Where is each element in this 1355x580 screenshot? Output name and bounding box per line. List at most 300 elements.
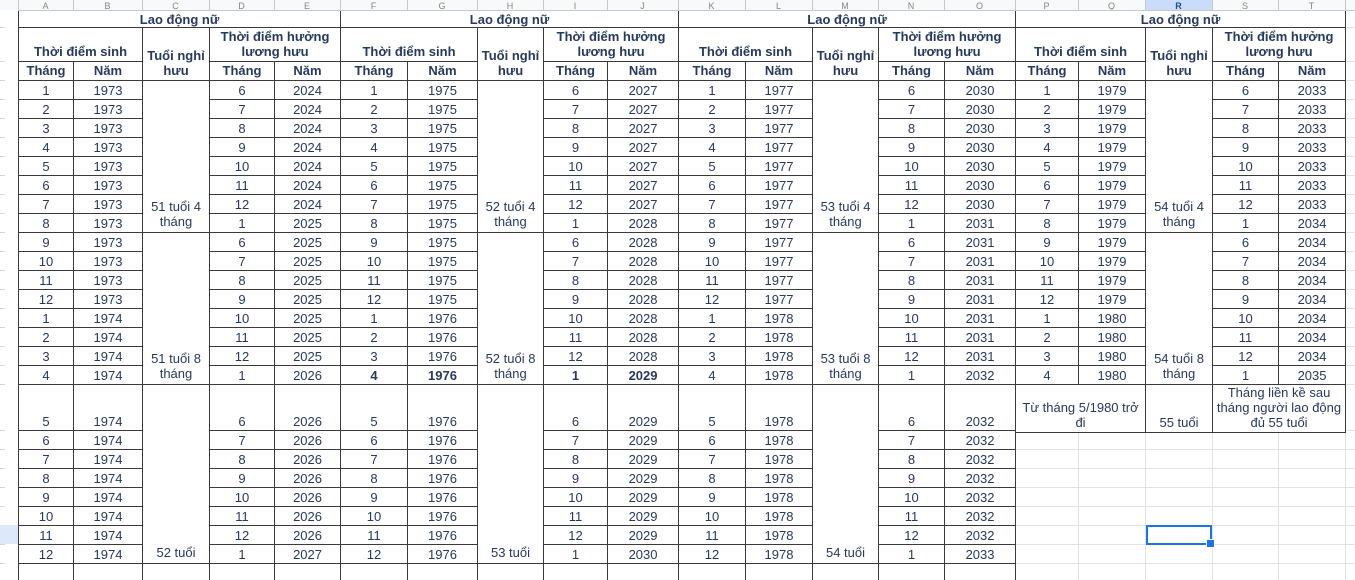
pension-month-cell[interactable]: 9 xyxy=(210,469,275,488)
pension-month-cell[interactable]: 12 xyxy=(879,195,945,214)
column-letter[interactable]: D xyxy=(238,1,245,11)
pension-year-cell[interactable]: 2033 xyxy=(1279,119,1346,138)
birth-month-cell[interactable]: 8 xyxy=(19,214,74,233)
birth-year-cell[interactable]: 1980 xyxy=(1079,347,1146,366)
birth-year-cell[interactable]: 1978 xyxy=(746,526,813,545)
pension-year-cell[interactable]: 2028 xyxy=(608,347,679,366)
birth-month-cell[interactable]: 1 xyxy=(679,309,746,328)
pension-year-cell[interactable]: 2025 xyxy=(275,271,341,290)
pension-year-cell[interactable]: 2026 xyxy=(275,366,341,385)
birth-year-cell[interactable]: 1978 xyxy=(746,366,813,385)
birth-month-cell[interactable]: 12 xyxy=(19,290,74,309)
birth-year-cell[interactable]: 1976 xyxy=(408,309,478,328)
group-title[interactable]: Lao động nữ xyxy=(679,11,1016,28)
birth-year-cell[interactable]: 1977 xyxy=(746,176,813,195)
birth-month-cell[interactable]: 11 xyxy=(679,526,746,545)
birth-year-cell[interactable]: 1978 xyxy=(746,328,813,347)
pension-year-cell[interactable]: 2032 xyxy=(945,431,1016,450)
empty-cell[interactable] xyxy=(813,564,879,580)
birth-year-header[interactable]: Năm xyxy=(408,62,478,81)
birth-year-cell[interactable]: 1975 xyxy=(408,119,478,138)
pension-month-cell[interactable]: 1 xyxy=(544,366,608,385)
pension-year-cell[interactable]: 2029 xyxy=(608,431,679,450)
column-letter[interactable]: N xyxy=(907,1,915,11)
birth-year-cell[interactable]: 1973 xyxy=(74,214,143,233)
birth-year-cell[interactable]: 1973 xyxy=(74,233,143,252)
pension-month-cell[interactable]: 8 xyxy=(544,271,608,290)
pension-month-cell[interactable]: 8 xyxy=(1213,119,1279,138)
birth-month-cell[interactable]: 10 xyxy=(679,507,746,526)
column-letter[interactable]: B xyxy=(104,1,111,11)
birth-month-cell[interactable]: 9 xyxy=(19,233,74,252)
pension-month-cell[interactable]: 7 xyxy=(1213,252,1279,271)
pension-year-cell[interactable]: 2024 xyxy=(275,138,341,157)
pension-month-cell[interactable]: 12 xyxy=(879,526,945,545)
pension-month-cell[interactable]: 6 xyxy=(879,385,945,431)
birth-month-cell[interactable]: 12 xyxy=(679,290,746,309)
birth-month-cell[interactable]: 5 xyxy=(1016,157,1079,176)
pension-month-header[interactable]: Tháng xyxy=(544,62,608,81)
birth-year-cell[interactable]: 1977 xyxy=(746,233,813,252)
pension-month-cell[interactable]: 12 xyxy=(210,195,275,214)
empty-cell[interactable] xyxy=(679,564,746,580)
column-letter[interactable]: G xyxy=(438,1,446,11)
birth-year-cell[interactable]: 1977 xyxy=(746,157,813,176)
pension-month-cell[interactable]: 1 xyxy=(879,545,945,564)
pension-year-cell[interactable]: 2025 xyxy=(275,347,341,366)
pension-month-cell[interactable]: 10 xyxy=(210,157,275,176)
birth-year-cell[interactable]: 1974 xyxy=(74,450,143,469)
birth-year-cell[interactable]: 1974 xyxy=(74,545,143,564)
pension-month-cell[interactable]: 1 xyxy=(879,214,945,233)
pension-month-cell[interactable]: 10 xyxy=(879,488,945,507)
birth-year-cell[interactable]: 1979 xyxy=(1079,233,1146,252)
birth-month-cell[interactable]: 1 xyxy=(19,81,74,100)
birth-month-cell[interactable]: 2 xyxy=(341,328,408,347)
pension-year-cell[interactable]: 2024 xyxy=(275,119,341,138)
birth-month-cell[interactable]: 5 xyxy=(341,157,408,176)
birth-year-cell[interactable]: 1977 xyxy=(746,81,813,100)
pension-month-cell[interactable]: 11 xyxy=(1213,176,1279,195)
pension-year-cell[interactable]: 2030 xyxy=(608,545,679,564)
pension-year-cell[interactable]: 2030 xyxy=(945,176,1016,195)
retirement-age-header[interactable]: Tuổi nghỉ hưu xyxy=(478,28,544,81)
pension-month-cell[interactable]: 10 xyxy=(879,157,945,176)
birth-month-cell[interactable]: 3 xyxy=(341,347,408,366)
column-letter[interactable]: H xyxy=(506,1,514,11)
pension-month-cell[interactable]: 10 xyxy=(210,309,275,328)
birth-year-header[interactable]: Năm xyxy=(74,62,143,81)
birth-year-cell[interactable]: 1976 xyxy=(408,526,478,545)
column-letter[interactable]: E xyxy=(303,1,310,11)
birth-year-cell[interactable]: 1974 xyxy=(74,469,143,488)
empty-cell[interactable] xyxy=(408,564,478,580)
pension-year-cell[interactable]: 2029 xyxy=(608,450,679,469)
birth-year-cell[interactable]: 1976 xyxy=(408,385,478,431)
birth-year-cell[interactable]: 1975 xyxy=(408,233,478,252)
birth-month-cell[interactable]: 3 xyxy=(19,119,74,138)
pension-year-cell[interactable]: 2029 xyxy=(608,507,679,526)
pension-month-cell[interactable]: 9 xyxy=(1213,138,1279,157)
column-letter[interactable]: L xyxy=(775,1,781,11)
column-header-strip[interactable] xyxy=(0,0,1355,11)
pension-year-cell[interactable]: 2030 xyxy=(945,81,1016,100)
pension-month-cell[interactable]: 1 xyxy=(544,214,608,233)
birth-month-cell[interactable]: 3 xyxy=(679,347,746,366)
pension-month-cell[interactable]: 6 xyxy=(544,233,608,252)
pension-year-cell[interactable]: 2030 xyxy=(945,195,1016,214)
birth-year-cell[interactable]: 1978 xyxy=(746,431,813,450)
pension-month-cell[interactable]: 11 xyxy=(210,176,275,195)
column-letter[interactable]: P xyxy=(1043,1,1050,11)
pension-header[interactable]: Thời điểm hưởng lương hưu xyxy=(210,28,341,62)
empty-cell[interactable] xyxy=(544,564,608,580)
empty-cell[interactable] xyxy=(341,564,408,580)
pension-month-cell[interactable]: 7 xyxy=(210,431,275,450)
pension-month-cell[interactable]: 11 xyxy=(879,328,945,347)
pension-month-cell[interactable]: 12 xyxy=(544,526,608,545)
column-letter[interactable]: F xyxy=(370,1,377,11)
birth-month-cell[interactable]: 6 xyxy=(19,431,74,450)
birth-month-cell[interactable]: 12 xyxy=(679,545,746,564)
pension-month-cell[interactable]: 12 xyxy=(544,347,608,366)
pension-year-cell[interactable]: 2031 xyxy=(945,309,1016,328)
birth-year-cell[interactable]: 1974 xyxy=(74,526,143,545)
birth-month-cell[interactable]: 11 xyxy=(19,526,74,545)
pension-month-cell[interactable]: 6 xyxy=(210,81,275,100)
birth-month-cell[interactable]: 6 xyxy=(341,431,408,450)
pension-year-cell[interactable]: 2031 xyxy=(945,290,1016,309)
pension-month-cell[interactable]: 11 xyxy=(544,507,608,526)
birth-month-cell[interactable]: 11 xyxy=(19,271,74,290)
group-title[interactable]: Lao động nữ xyxy=(19,11,341,28)
birth-month-cell[interactable]: 11 xyxy=(679,271,746,290)
pension-month-cell[interactable]: 1 xyxy=(210,366,275,385)
pension-year-cell[interactable]: 2029 xyxy=(608,366,679,385)
pension-year-cell[interactable]: 2033 xyxy=(1279,157,1346,176)
birth-month-cell[interactable]: 12 xyxy=(19,545,74,564)
birth-year-cell[interactable]: 1976 xyxy=(408,347,478,366)
special-birth-cell[interactable]: Từ tháng 5/1980 trở đi xyxy=(1016,385,1146,433)
retirement-age-cell[interactable]: 54 tuổi 4 tháng xyxy=(1146,81,1213,233)
birth-year-cell[interactable]: 1974 xyxy=(74,507,143,526)
birth-month-header[interactable]: Tháng xyxy=(341,62,408,81)
pension-year-cell[interactable]: 2033 xyxy=(1279,176,1346,195)
birth-year-cell[interactable]: 1974 xyxy=(74,385,143,431)
retirement-age-cell[interactable]: 52 tuổi 4 tháng xyxy=(478,81,544,233)
pension-month-cell[interactable]: 11 xyxy=(544,328,608,347)
birth-month-cell[interactable]: 8 xyxy=(679,469,746,488)
pension-year-cell[interactable]: 2026 xyxy=(275,469,341,488)
pension-year-cell[interactable]: 2031 xyxy=(945,347,1016,366)
pension-month-cell[interactable]: 8 xyxy=(879,450,945,469)
pension-month-cell[interactable]: 12 xyxy=(210,526,275,545)
pension-year-cell[interactable]: 2034 xyxy=(1279,309,1346,328)
birth-month-cell[interactable]: 1 xyxy=(341,81,408,100)
pension-month-cell[interactable]: 8 xyxy=(544,450,608,469)
birth-year-cell[interactable]: 1979 xyxy=(1079,81,1146,100)
birth-year-cell[interactable]: 1973 xyxy=(74,119,143,138)
pension-month-cell[interactable]: 7 xyxy=(879,100,945,119)
birth-year-cell[interactable]: 1973 xyxy=(74,290,143,309)
pension-year-cell[interactable]: 2034 xyxy=(1279,290,1346,309)
pension-year-cell[interactable]: 2025 xyxy=(275,252,341,271)
birth-month-cell[interactable]: 4 xyxy=(1016,366,1079,385)
birth-year-cell[interactable]: 1980 xyxy=(1079,309,1146,328)
retirement-age-cell[interactable]: 53 tuổi 8 tháng xyxy=(813,233,879,385)
retirement-age-cell[interactable]: 53 tuổi xyxy=(478,385,544,564)
birth-header[interactable]: Thời điểm sinh xyxy=(341,28,478,62)
empty-cell[interactable] xyxy=(945,564,1016,580)
pension-month-cell[interactable]: 10 xyxy=(1213,157,1279,176)
birth-month-cell[interactable]: 5 xyxy=(19,157,74,176)
birth-month-cell[interactable]: 2 xyxy=(1016,328,1079,347)
birth-year-cell[interactable]: 1976 xyxy=(408,507,478,526)
pension-year-cell[interactable]: 2029 xyxy=(608,469,679,488)
birth-month-cell[interactable]: 9 xyxy=(341,488,408,507)
pension-year-cell[interactable]: 2027 xyxy=(608,157,679,176)
pension-year-header[interactable]: Năm xyxy=(275,62,341,81)
empty-cell[interactable] xyxy=(210,564,275,580)
pension-month-cell[interactable]: 11 xyxy=(1213,328,1279,347)
pension-year-cell[interactable]: 2034 xyxy=(1279,233,1346,252)
birth-month-cell[interactable]: 12 xyxy=(1016,290,1079,309)
birth-month-cell[interactable]: 6 xyxy=(341,176,408,195)
retirement-age-cell[interactable]: 51 tuổi 4 tháng xyxy=(143,81,210,233)
pension-year-cell[interactable]: 2030 xyxy=(945,138,1016,157)
column-letter[interactable]: I xyxy=(573,1,577,11)
pension-year-cell[interactable]: 2028 xyxy=(608,252,679,271)
birth-month-cell[interactable]: 6 xyxy=(679,431,746,450)
pension-year-cell[interactable]: 2024 xyxy=(275,81,341,100)
column-letter[interactable]: C xyxy=(172,1,179,11)
birth-month-cell[interactable]: 4 xyxy=(341,138,408,157)
pension-year-cell[interactable]: 2030 xyxy=(945,100,1016,119)
birth-month-cell[interactable]: 8 xyxy=(341,214,408,233)
pension-year-cell[interactable]: 2033 xyxy=(1279,138,1346,157)
pension-month-cell[interactable]: 6 xyxy=(879,81,945,100)
pension-year-cell[interactable]: 2028 xyxy=(608,271,679,290)
birth-year-cell[interactable]: 1975 xyxy=(408,81,478,100)
group-title[interactable]: Lao động nữ xyxy=(341,11,679,28)
column-letter[interactable]: A xyxy=(42,1,49,11)
pension-month-cell[interactable]: 8 xyxy=(879,271,945,290)
birth-year-cell[interactable]: 1973 xyxy=(74,138,143,157)
birth-year-cell[interactable]: 1976 xyxy=(408,469,478,488)
birth-year-cell[interactable]: 1975 xyxy=(408,100,478,119)
pension-year-cell[interactable]: 2032 xyxy=(945,450,1016,469)
birth-month-cell[interactable]: 2 xyxy=(19,328,74,347)
birth-year-cell[interactable]: 1979 xyxy=(1079,290,1146,309)
birth-year-cell[interactable]: 1975 xyxy=(408,157,478,176)
birth-month-cell[interactable]: 3 xyxy=(1016,119,1079,138)
empty-cell[interactable] xyxy=(19,564,74,580)
empty-cell[interactable] xyxy=(143,564,210,580)
birth-month-cell[interactable]: 5 xyxy=(19,385,74,431)
pension-year-cell[interactable]: 2029 xyxy=(608,385,679,431)
pension-year-cell[interactable]: 2027 xyxy=(608,119,679,138)
birth-year-cell[interactable]: 1978 xyxy=(746,385,813,431)
birth-year-cell[interactable]: 1973 xyxy=(74,252,143,271)
column-letter[interactable]: O xyxy=(975,1,983,11)
pension-header[interactable]: Thời điểm hưởng lương hưu xyxy=(879,28,1016,62)
empty-cell[interactable] xyxy=(879,564,945,580)
pension-month-cell[interactable]: 12 xyxy=(879,347,945,366)
pension-year-cell[interactable]: 2025 xyxy=(275,290,341,309)
empty-cell[interactable] xyxy=(746,564,813,580)
pension-month-cell[interactable]: 12 xyxy=(1213,347,1279,366)
column-letter[interactable]: M xyxy=(841,1,849,11)
pension-year-cell[interactable]: 2029 xyxy=(608,526,679,545)
birth-month-cell[interactable]: 4 xyxy=(679,366,746,385)
birth-month-header[interactable]: Tháng xyxy=(679,62,746,81)
pension-year-cell[interactable]: 2026 xyxy=(275,431,341,450)
birth-month-cell[interactable]: 4 xyxy=(341,366,408,385)
pension-month-header[interactable]: Tháng xyxy=(1213,62,1279,81)
pension-header[interactable]: Thời điểm hưởng lương hưu xyxy=(1213,28,1346,62)
retirement-age-header[interactable]: Tuổi nghỉ hưu xyxy=(813,28,879,81)
birth-header[interactable]: Thời điểm sinh xyxy=(679,28,813,62)
pension-month-cell[interactable]: 9 xyxy=(544,290,608,309)
birth-month-cell[interactable]: 7 xyxy=(679,195,746,214)
birth-year-cell[interactable]: 1979 xyxy=(1079,138,1146,157)
birth-year-cell[interactable]: 1979 xyxy=(1079,119,1146,138)
pension-year-cell[interactable]: 2027 xyxy=(608,100,679,119)
birth-year-cell[interactable]: 1973 xyxy=(74,195,143,214)
birth-year-cell[interactable]: 1976 xyxy=(408,328,478,347)
column-letter[interactable]: Q xyxy=(1107,1,1115,11)
birth-month-cell[interactable]: 6 xyxy=(679,176,746,195)
birth-month-cell[interactable]: 7 xyxy=(679,450,746,469)
column-letter[interactable]: K xyxy=(708,1,715,11)
birth-year-cell[interactable]: 1975 xyxy=(408,214,478,233)
birth-month-cell[interactable]: 8 xyxy=(19,469,74,488)
birth-month-cell[interactable]: 4 xyxy=(1016,138,1079,157)
pension-year-cell[interactable]: 2024 xyxy=(275,100,341,119)
pension-year-cell[interactable]: 2027 xyxy=(608,81,679,100)
birth-year-cell[interactable]: 1979 xyxy=(1079,100,1146,119)
pension-year-cell[interactable]: 2027 xyxy=(608,138,679,157)
birth-year-cell[interactable]: 1973 xyxy=(74,157,143,176)
pension-month-cell[interactable]: 10 xyxy=(544,309,608,328)
pension-year-cell[interactable]: 2032 xyxy=(945,507,1016,526)
pension-month-cell[interactable]: 6 xyxy=(210,233,275,252)
retirement-age-cell[interactable]: 52 tuổi xyxy=(143,385,210,564)
pension-year-cell[interactable]: 2025 xyxy=(275,328,341,347)
pension-year-cell[interactable]: 2031 xyxy=(945,328,1016,347)
birth-month-cell[interactable]: 1 xyxy=(19,309,74,328)
pension-month-cell[interactable]: 8 xyxy=(210,271,275,290)
column-letter[interactable]: J xyxy=(640,1,645,11)
pension-year-cell[interactable]: 2030 xyxy=(945,157,1016,176)
birth-month-cell[interactable]: 11 xyxy=(341,271,408,290)
pension-month-cell[interactable]: 7 xyxy=(210,100,275,119)
birth-year-cell[interactable]: 1979 xyxy=(1079,214,1146,233)
birth-year-cell[interactable]: 1979 xyxy=(1079,252,1146,271)
birth-year-cell[interactable]: 1978 xyxy=(746,545,813,564)
birth-month-cell[interactable]: 3 xyxy=(341,119,408,138)
pension-month-cell[interactable]: 8 xyxy=(210,450,275,469)
pension-month-cell[interactable]: 9 xyxy=(544,138,608,157)
birth-year-header[interactable]: Năm xyxy=(1079,62,1146,81)
birth-year-cell[interactable]: 1980 xyxy=(1079,328,1146,347)
pension-month-cell[interactable]: 7 xyxy=(544,100,608,119)
pension-month-cell[interactable]: 7 xyxy=(210,252,275,271)
birth-year-cell[interactable]: 1978 xyxy=(746,507,813,526)
birth-year-cell[interactable]: 1974 xyxy=(74,309,143,328)
birth-header[interactable]: Thời điểm sinh xyxy=(1016,28,1146,62)
pension-month-cell[interactable]: 9 xyxy=(879,290,945,309)
birth-month-cell[interactable]: 7 xyxy=(341,450,408,469)
pension-month-cell[interactable]: 8 xyxy=(879,119,945,138)
birth-month-cell[interactable]: 7 xyxy=(341,195,408,214)
pension-month-cell[interactable]: 11 xyxy=(544,176,608,195)
pension-year-cell[interactable]: 2026 xyxy=(275,450,341,469)
birth-month-cell[interactable]: 1 xyxy=(1016,81,1079,100)
pension-year-cell[interactable]: 2026 xyxy=(275,488,341,507)
birth-year-cell[interactable]: 1975 xyxy=(408,138,478,157)
birth-year-cell[interactable]: 1974 xyxy=(74,431,143,450)
special-age-cell[interactable]: 55 tuổi xyxy=(1146,385,1213,433)
pension-month-header[interactable]: Tháng xyxy=(210,62,275,81)
pension-year-cell[interactable]: 2027 xyxy=(608,195,679,214)
birth-month-cell[interactable]: 10 xyxy=(341,507,408,526)
birth-month-cell[interactable]: 10 xyxy=(679,252,746,271)
birth-year-cell[interactable]: 1976 xyxy=(408,431,478,450)
pension-month-cell[interactable]: 1 xyxy=(879,366,945,385)
pension-month-cell[interactable]: 10 xyxy=(879,309,945,328)
pension-year-cell[interactable]: 2032 xyxy=(945,366,1016,385)
pension-year-cell[interactable]: 2028 xyxy=(608,233,679,252)
fill-handle-icon[interactable] xyxy=(1206,539,1215,548)
group-title[interactable]: Lao động nữ xyxy=(1016,11,1346,28)
pension-year-cell[interactable]: 2034 xyxy=(1279,347,1346,366)
birth-month-cell[interactable]: 12 xyxy=(341,290,408,309)
empty-cell[interactable] xyxy=(478,564,544,580)
pension-month-cell[interactable]: 7 xyxy=(544,252,608,271)
birth-year-cell[interactable]: 1979 xyxy=(1079,176,1146,195)
birth-year-cell[interactable]: 1978 xyxy=(746,347,813,366)
pension-year-cell[interactable]: 2025 xyxy=(275,309,341,328)
birth-year-cell[interactable]: 1979 xyxy=(1079,271,1146,290)
pension-year-cell[interactable]: 2031 xyxy=(945,233,1016,252)
column-letter[interactable]: R xyxy=(1175,1,1182,11)
pension-month-cell[interactable]: 9 xyxy=(1213,290,1279,309)
pension-month-cell[interactable]: 6 xyxy=(544,81,608,100)
pension-year-cell[interactable]: 2033 xyxy=(945,545,1016,564)
birth-month-cell[interactable]: 11 xyxy=(341,526,408,545)
pension-month-cell[interactable]: 10 xyxy=(1213,309,1279,328)
birth-month-cell[interactable]: 9 xyxy=(679,233,746,252)
birth-month-cell[interactable]: 2 xyxy=(341,100,408,119)
birth-month-cell[interactable]: 1 xyxy=(1016,309,1079,328)
pension-year-cell[interactable]: 2024 xyxy=(275,195,341,214)
pension-month-cell[interactable]: 11 xyxy=(879,176,945,195)
birth-month-header[interactable]: Tháng xyxy=(19,62,74,81)
birth-month-cell[interactable]: 4 xyxy=(19,138,74,157)
retirement-age-header[interactable]: Tuổi nghỉ hưu xyxy=(1146,28,1213,81)
pension-year-cell[interactable]: 2031 xyxy=(945,252,1016,271)
pension-year-cell[interactable]: 2028 xyxy=(608,290,679,309)
pension-month-cell[interactable]: 9 xyxy=(879,469,945,488)
special-pension-cell[interactable]: Tháng liền kề sau tháng người lao động đủ 55 tuổi xyxy=(1213,385,1346,433)
pension-month-cell[interactable]: 9 xyxy=(210,290,275,309)
birth-month-cell[interactable]: 10 xyxy=(341,252,408,271)
pension-month-cell[interactable]: 6 xyxy=(879,233,945,252)
pension-year-cell[interactable]: 2032 xyxy=(945,469,1016,488)
pension-year-cell[interactable]: 2032 xyxy=(945,488,1016,507)
birth-month-cell[interactable]: 7 xyxy=(19,450,74,469)
